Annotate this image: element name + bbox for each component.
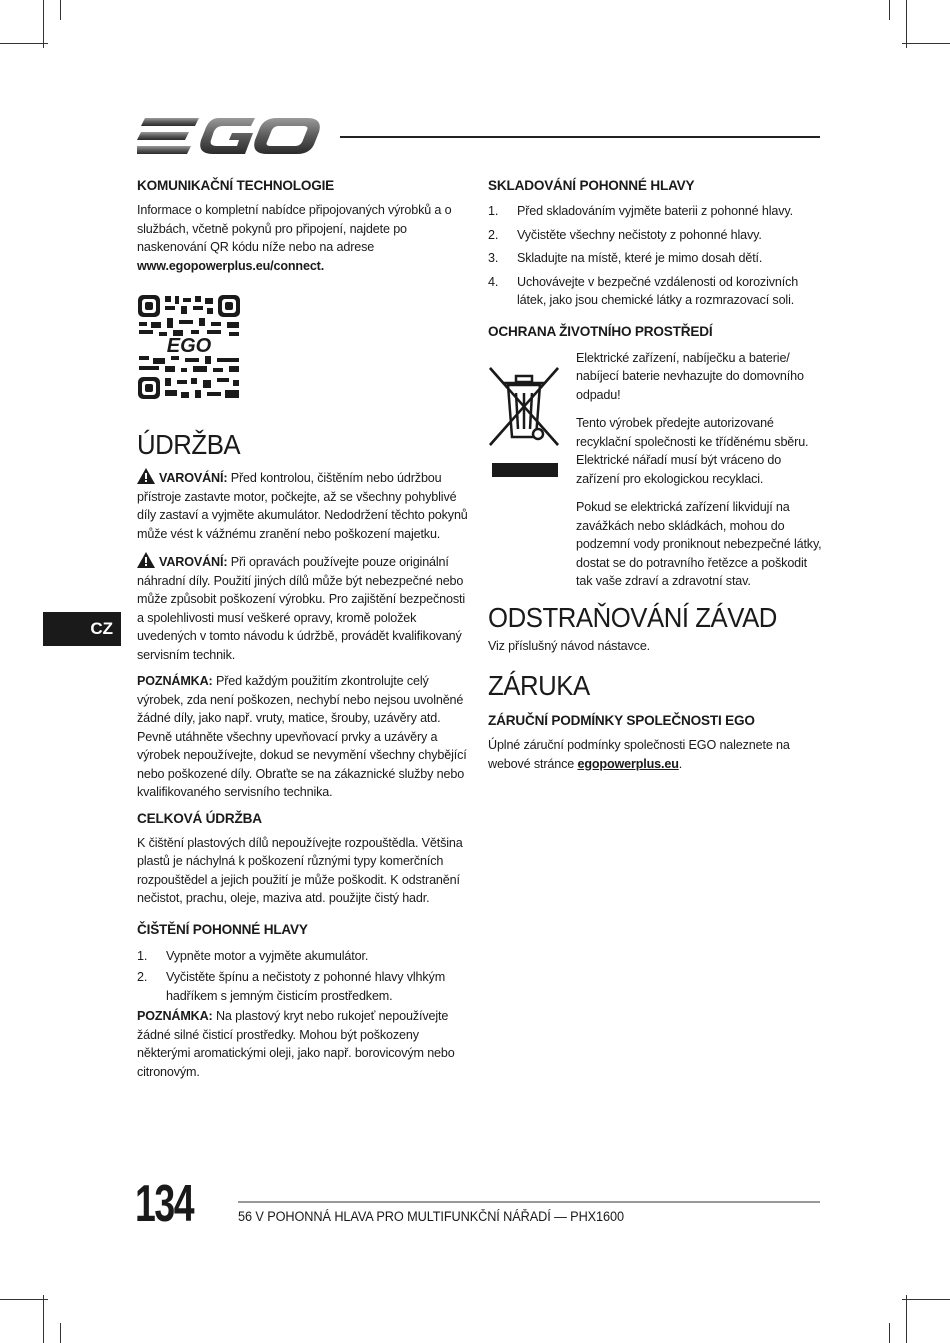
cleaning-steps <box>137 947 471 1006</box>
page-number: 134 <box>135 1175 194 1233</box>
crop-mark <box>0 1299 48 1300</box>
warranty-link[interactable]: egopowerplus.eu <box>577 756 679 771</box>
comm-heading: KOMUNIKAČNÍ TECHNOLOGIE <box>137 178 335 193</box>
env-paragraph-3: Pokud se elektrická zařízení likvidují na zavážkách nebo skládkách, mohou do podzemní vody proniknout nebezpečné látky, dostat se do potravního řetězce a poškodit tak vaše zdraví a zdravotní stav. <box>576 500 822 588</box>
env-paragraph-2: Tento výrobek předejte autorizované recyklační společnosti ke tříděnému sběru. Elektrické nářadí musí být vráceno do zařízení pro ekologickou recyklaci. <box>576 416 809 486</box>
list-item: 4. Uchovávejte v bezpečné vzdálenosti od korozivních látek, jako jsou chemické látky a rozmrazovací soli. <box>488 274 799 307</box>
left-column <box>137 178 471 275</box>
qr-logo: EGO <box>166 335 212 357</box>
crop-mark <box>60 1323 61 1343</box>
note-1: POZNÁMKA: Před každým použitím zkontrolujte celý výrobek, zda není poškozen, nechybí nebo nejsou uvolněné žádné díly, jako např. vruty, matice, šrouby, uzávěry atd. Pevně utáhněte všechny upevňovací prvky a uzávěry a výrobek nepoužívejte, dokud se nevymění všechny chybějící nebo poškozené díly. Obraťte se na zákaznické služby nebo kvalifikovaného servisního technika. <box>137 674 467 799</box>
cleaning-heading: ČIŠTĚNÍ POHONNÉ HLAVY <box>137 921 308 937</box>
list-item: 1. Před skladováním vyjměte baterii z pohonné hlavy. <box>488 204 793 218</box>
environment-heading: OCHRANA ŽIVOTNÍHO PROSTŘEDÍ <box>488 323 713 339</box>
footer-doc-title: 56 V POHONNÁ HLAVA PRO MULTIFUNKČNÍ NÁŘADÍ — PHX1600 <box>238 1209 624 1224</box>
footer-rule <box>238 1201 820 1203</box>
env-paragraph-1: Elektrické zařízení, nabíječku a baterie/ nabíjecí baterie nevhazujte do domovního odpadu! <box>576 350 804 402</box>
qr-code-icon[interactable] <box>137 294 241 400</box>
list-item: 2. Vyčistěte špínu a nečistoty z pohonné hlavy vlhkým hadříkem s jemným čisticím prostředkem. <box>137 970 446 1003</box>
comm-url[interactable]: www.egopowerplus.eu/connect. <box>137 258 325 273</box>
troubleshooting-text: Viz příslušný návod nástavce. <box>488 638 651 653</box>
troubleshooting-title: ODSTRAŇOVÁNÍ ZÁVAD <box>488 601 777 633</box>
language-tab: CZ <box>43 612 121 646</box>
storage-heading: SKLADOVÁNÍ POHONNÉ HLAVY <box>488 178 695 193</box>
storage-steps <box>488 202 822 310</box>
warning-triangle-icon <box>137 468 155 484</box>
maintenance-title: ÚDRŽBA <box>137 429 241 460</box>
crossed-bin-icon <box>488 365 560 477</box>
crop-mark <box>889 1323 890 1343</box>
header-rule <box>340 136 820 138</box>
crop-mark <box>906 1295 907 1343</box>
crop-mark <box>902 43 950 44</box>
list-item: 2. Vyčistěte všechny nečistoty z pohonné hlavy. <box>488 227 762 242</box>
crop-mark <box>0 43 48 44</box>
crop-mark <box>60 0 61 20</box>
list-item: 1. Vypněte motor a vyjměte akumulátor. <box>137 948 369 963</box>
left-column-maint <box>137 428 471 1081</box>
general-maint-text: K čištění plastových dílů nepoužívejte rozpouštědla. Většina plastů je náchylná k poškození různými typy komerčních rozpouštědel a jejich použití je může poškodit. K odstranění nečistot, prachu, oleje, maziva atd. použijte čistý hadr. <box>137 835 463 905</box>
general-maint-heading: CELKOVÁ ÚDRŽBA <box>137 810 262 826</box>
crop-mark <box>889 0 890 20</box>
crop-mark <box>43 0 44 48</box>
note-2: POZNÁMKA: Na plastový kryt nebo rukojeť nepoužívejte žádné silné čisticí prostředky. Mohou být poškozeny některými aromatickými oleji, jako např. borovicovým nebo citronovým. <box>137 1009 455 1079</box>
warranty-title: ZÁRUKA <box>488 670 590 701</box>
list-item: 3. Skladujte na místě, které je mimo dosah dětí. <box>488 251 763 265</box>
warranty-heading: ZÁRUČNÍ PODMÍNKY SPOLEČNOSTI EGO <box>488 713 755 728</box>
warning-1: VAROVÁNÍ: Před kontrolou, čištěním nebo údržbou přístroje zastavte motor, počkejte, až se všechny pohyblivé díly zastaví a vyjměte akumulátor. Nedodržení těchto pokynů může vést k vážnému zranění nebo poškození majetku. <box>137 468 471 543</box>
warning-2: VAROVÁNÍ: Při opravách používejte pouze originální náhradní díly. Použití jiných dílů může být nebezpečné nebo může způsobit poškození výrobku. Pro zajištění bezpečnosti a spolehlivosti musí veškeré opravy, kromě položek uvedených v tomto návodu k údržbě, provádět kvalifikovaný servisním technik. <box>137 552 471 664</box>
crop-mark <box>906 0 907 48</box>
crop-mark <box>902 1299 950 1300</box>
ego-logo <box>137 116 321 163</box>
crop-mark <box>43 1295 44 1343</box>
warning-triangle-icon <box>137 552 155 568</box>
warranty-text: Úplné záruční podmínky společnosti EGO naleznete na webové stránce egopowerplus.eu. <box>488 738 790 771</box>
comm-text: Informace o kompletní nabídce připojovaných výrobků a o službách, včetně pokynů pro připojení, najdete po naskenování QR kódu níže nebo na adrese www.egopowerplus.eu/connect. <box>137 203 452 273</box>
